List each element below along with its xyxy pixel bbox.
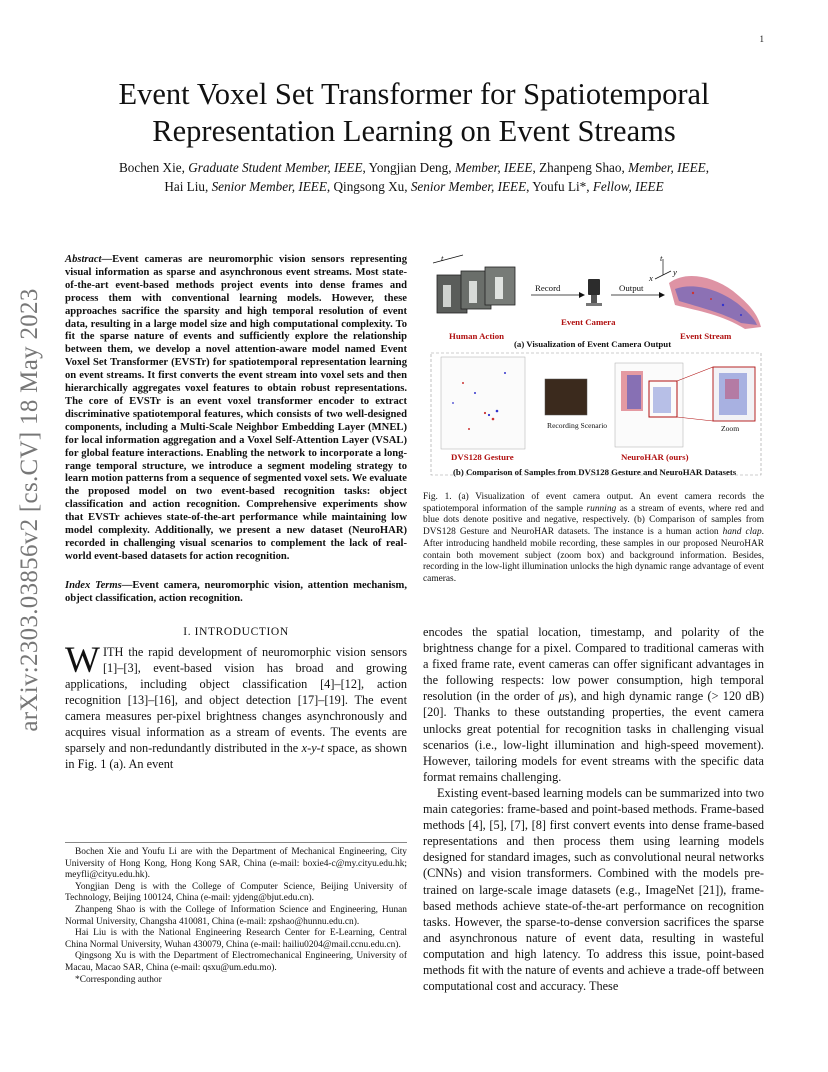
abstract: [65, 254, 407, 564]
axis-t-label-left: t: [441, 253, 444, 263]
dvs-gesture-sample: [441, 357, 525, 449]
dvs-gesture-label: DVS128 Gesture: [451, 452, 514, 462]
arxiv-stamp: [10, 260, 50, 760]
paper-title: Event Voxel Set Transformer for Spatiotemporal Representation Learning on Event Streams: [118, 77, 710, 148]
drop-cap: W: [65, 639, 100, 681]
left-column: [65, 254, 407, 772]
human-action-frames: [433, 255, 515, 313]
human-action-label: Human Action: [449, 331, 504, 341]
record-label: Record: [535, 283, 561, 293]
abstract-label: Abstract: [65, 254, 102, 265]
page-number: 1: [759, 34, 764, 44]
footnote: Qingsong Xu is with the Department of Electromechanical Engineering, University of Macau, Macao SAR, China (e-mail: qsxu@um.edu.mo).: [65, 951, 407, 973]
abstract-text: —Event cameras are neuromorphic vision sensors representing visual information as sparse and asynchronous event streams. Most state-of-the-art event-based methods project events into dense frames and process them with conventional learning models. However, these approaches sacrifice the sparsity and high temporal resolution of event data, resulting in a large model size and high computational complexity. To fit the sparse nature of events and sufficiently explore the relationship between them, we develop a novel attention-aware model named Event Voxel Set Transformer (EVSTr) for spatiotemporal representation learning on event streams. It first converts the event stream into voxel sets and then hierarchically aggregates voxel features to obtain robust representations. The core of EVSTr is an event voxel transformer encoder to extract discriminative spatiotemporal features, which consists of two well-designed components, including a Multi-Scale Neighbor Embedding Layer (MNEL) for local information aggregation and a Voxel Self-Attention Layer (VSAL) for global feature interactions. Enabling the network to incorporate a long-range temporal structure, we introduce a segment modeling strategy to learn motion patterns from a sequence of segmented voxel sets. We evaluate the proposed model on two event-based recognition tasks: object classification and action recognition. Comprehensive experiments show that EVSTr achieves state-of-the-art performance while maintaining low model complexity. Additionally, we present a new dataset (NeuroHAR) recorded in challenging visual scenarios to complement the lack of real-world event-based datasets for action recognition.: [65, 254, 407, 562]
figure-1: [423, 253, 764, 481]
intro-paragraph: [65, 639, 407, 773]
axis-x-label: x: [649, 273, 653, 283]
event-stream-plot: [655, 259, 761, 329]
index-terms: [65, 580, 407, 606]
axis-y-label: y: [673, 267, 677, 277]
output-label: Output: [619, 283, 644, 293]
figure-1-caption: Fig. 1. (a) Visualization of event camera output. An event camera records the spatiotemporal information of the sample running as a stream of events, where red and blue dots denote positive and negative, respectively. (b) Comparison of samples from DVS128 Gesture and NeuroHAR datasets. The instance is a human action hand clap. After introducing handheld mobile recording, these samples in our proposed NeuroHAR contain both movement subject (zoom box) and background information. Besides, recording in the low-light illumination unlocks the high dynamic range advantage of event cameras.: [423, 492, 764, 584]
event-camera-icon: [586, 279, 602, 306]
footnote: Zhanpeng Shao is with the College of Information Science and Engineering, Hunan Normal University, Changsha 410081, China (e-mail: zpshao@hunnu.edu.cn).: [65, 904, 407, 927]
author-list: [50, 158, 778, 196]
neurohar-label: NeuroHAR (ours): [621, 452, 689, 462]
zoom-label: Zoom: [721, 424, 740, 433]
zoom-box: [713, 367, 755, 421]
index-terms-text: —Event camera, neuromorphic vision, attention mechanism, object classification, action recognition.: [65, 579, 407, 604]
subcaption-b: (b) Comparison of Samples from DVS128 Gesture and NeuroHAR Datasets: [453, 467, 737, 477]
event-stream-label: Event Stream: [680, 331, 732, 341]
recording-scenario-image: [545, 379, 587, 415]
footnote: Yongjian Deng is with the College of Computer Science, Beijing University of Technology, Beijing 100124, China (e-mail: yjdeng@bjut.edu.cn).: [65, 881, 407, 904]
subcaption-a: (a) Visualization of Event Camera Output: [514, 339, 672, 349]
intro-text: ITH the rapid development of neuromorphic vision sensors [1]–[3], event-based vision has broad and growing applications, including object classification [4]–[12], action recognition [13]–[16], and object detection [17]–[19]. The event camera measures per-pixel brightness changes asynchronously and acquires visual information as a stream of events. The events are sparsely and non-redundantly distributed in the x-y-t space, as shown in Fig. 1 (a). An event: [65, 644, 407, 772]
index-terms-label: Index Terms: [65, 579, 122, 591]
footnotes: [65, 842, 407, 986]
section-heading-introduction: I. INTRODUCTION: [183, 625, 289, 638]
authors-line-2: Hai Liu, Senior Member, IEEE, Qingsong Xu, Senior Member, IEEE, Youfu Li*, Fellow, IEEE: [164, 179, 664, 194]
footnote: Hai Liu is with the National Engineering Research Center for E-Learning, Central China Normal University, Wuhan 430079, China (e-mail: hailiu0204@mail.ccnu.edu.cn).: [65, 928, 407, 950]
recording-scenario-label: Recording Scenario: [547, 421, 608, 430]
neurohar-sample: [615, 363, 713, 447]
right-column-body: [423, 624, 764, 994]
body-paragraph: Existing event-based learning models can be summarized into two main categories: frame-based and point-based methods. Frame-based methods [4], [5], [7], [8] first convert events into dense frame-based representations and then process them using learning models designed for standard images, such as convolutional neural networks (CNNs) and vision transformers. Combined with the models pre-trained on large-scale image datasets (e.g., ImageNet [21]), frame-based methods achieve state-of-the-art performance on recognition tasks. However, the sparse-to-dense conversion sacrifices the sparse and asynchronous nature of event data, resulting in wasteful computation and high latency. To address this issue, point-based methods fit with the nature of events and achieve a trade-off between computational cost and accuracy. These: [423, 785, 764, 994]
arxiv-id[interactable]: arXiv:2303.03856v2 [cs.CV] 18 May 2023: [16, 288, 43, 732]
axis-t-label-right: t: [660, 253, 663, 263]
footnote: Bochen Xie and Youfu Li are with the Department of Mechanical Engineering, City University of Hong Kong, Hong Kong SAR, China (e-mail: boxie4-c@my.cityu.edu.hk; meyfli@cityu.edu.hk).: [65, 847, 407, 881]
figure-1-graphic: [423, 253, 764, 481]
body-paragraph: encodes the spatial location, timestamp, and polarity of the brightness change for a pixel. Compared to traditional cameras with a fixed frame rate, event cameras can offer significant advantages in the following respects: low power consumption, high temporal resolution (in the order of μs), and high dynamic range (> 120 dB) [20]. Thanks to these outstanding properties, the event camera unlocks great potential for recognition tasks in challenging visual scenarios (i.e., low-light illumination and high-speed movement). However, tailoring models for event streams with the specific data format remains challenging.: [423, 625, 764, 784]
event-camera-label: Event Camera: [561, 317, 616, 327]
authors-line-1: Bochen Xie, Graduate Student Member, IEEE, Yongjian Deng, Member, IEEE, Zhanpeng Shao, Member, IEEE,: [118, 160, 710, 175]
footnote: *Corresponding author: [75, 974, 162, 985]
